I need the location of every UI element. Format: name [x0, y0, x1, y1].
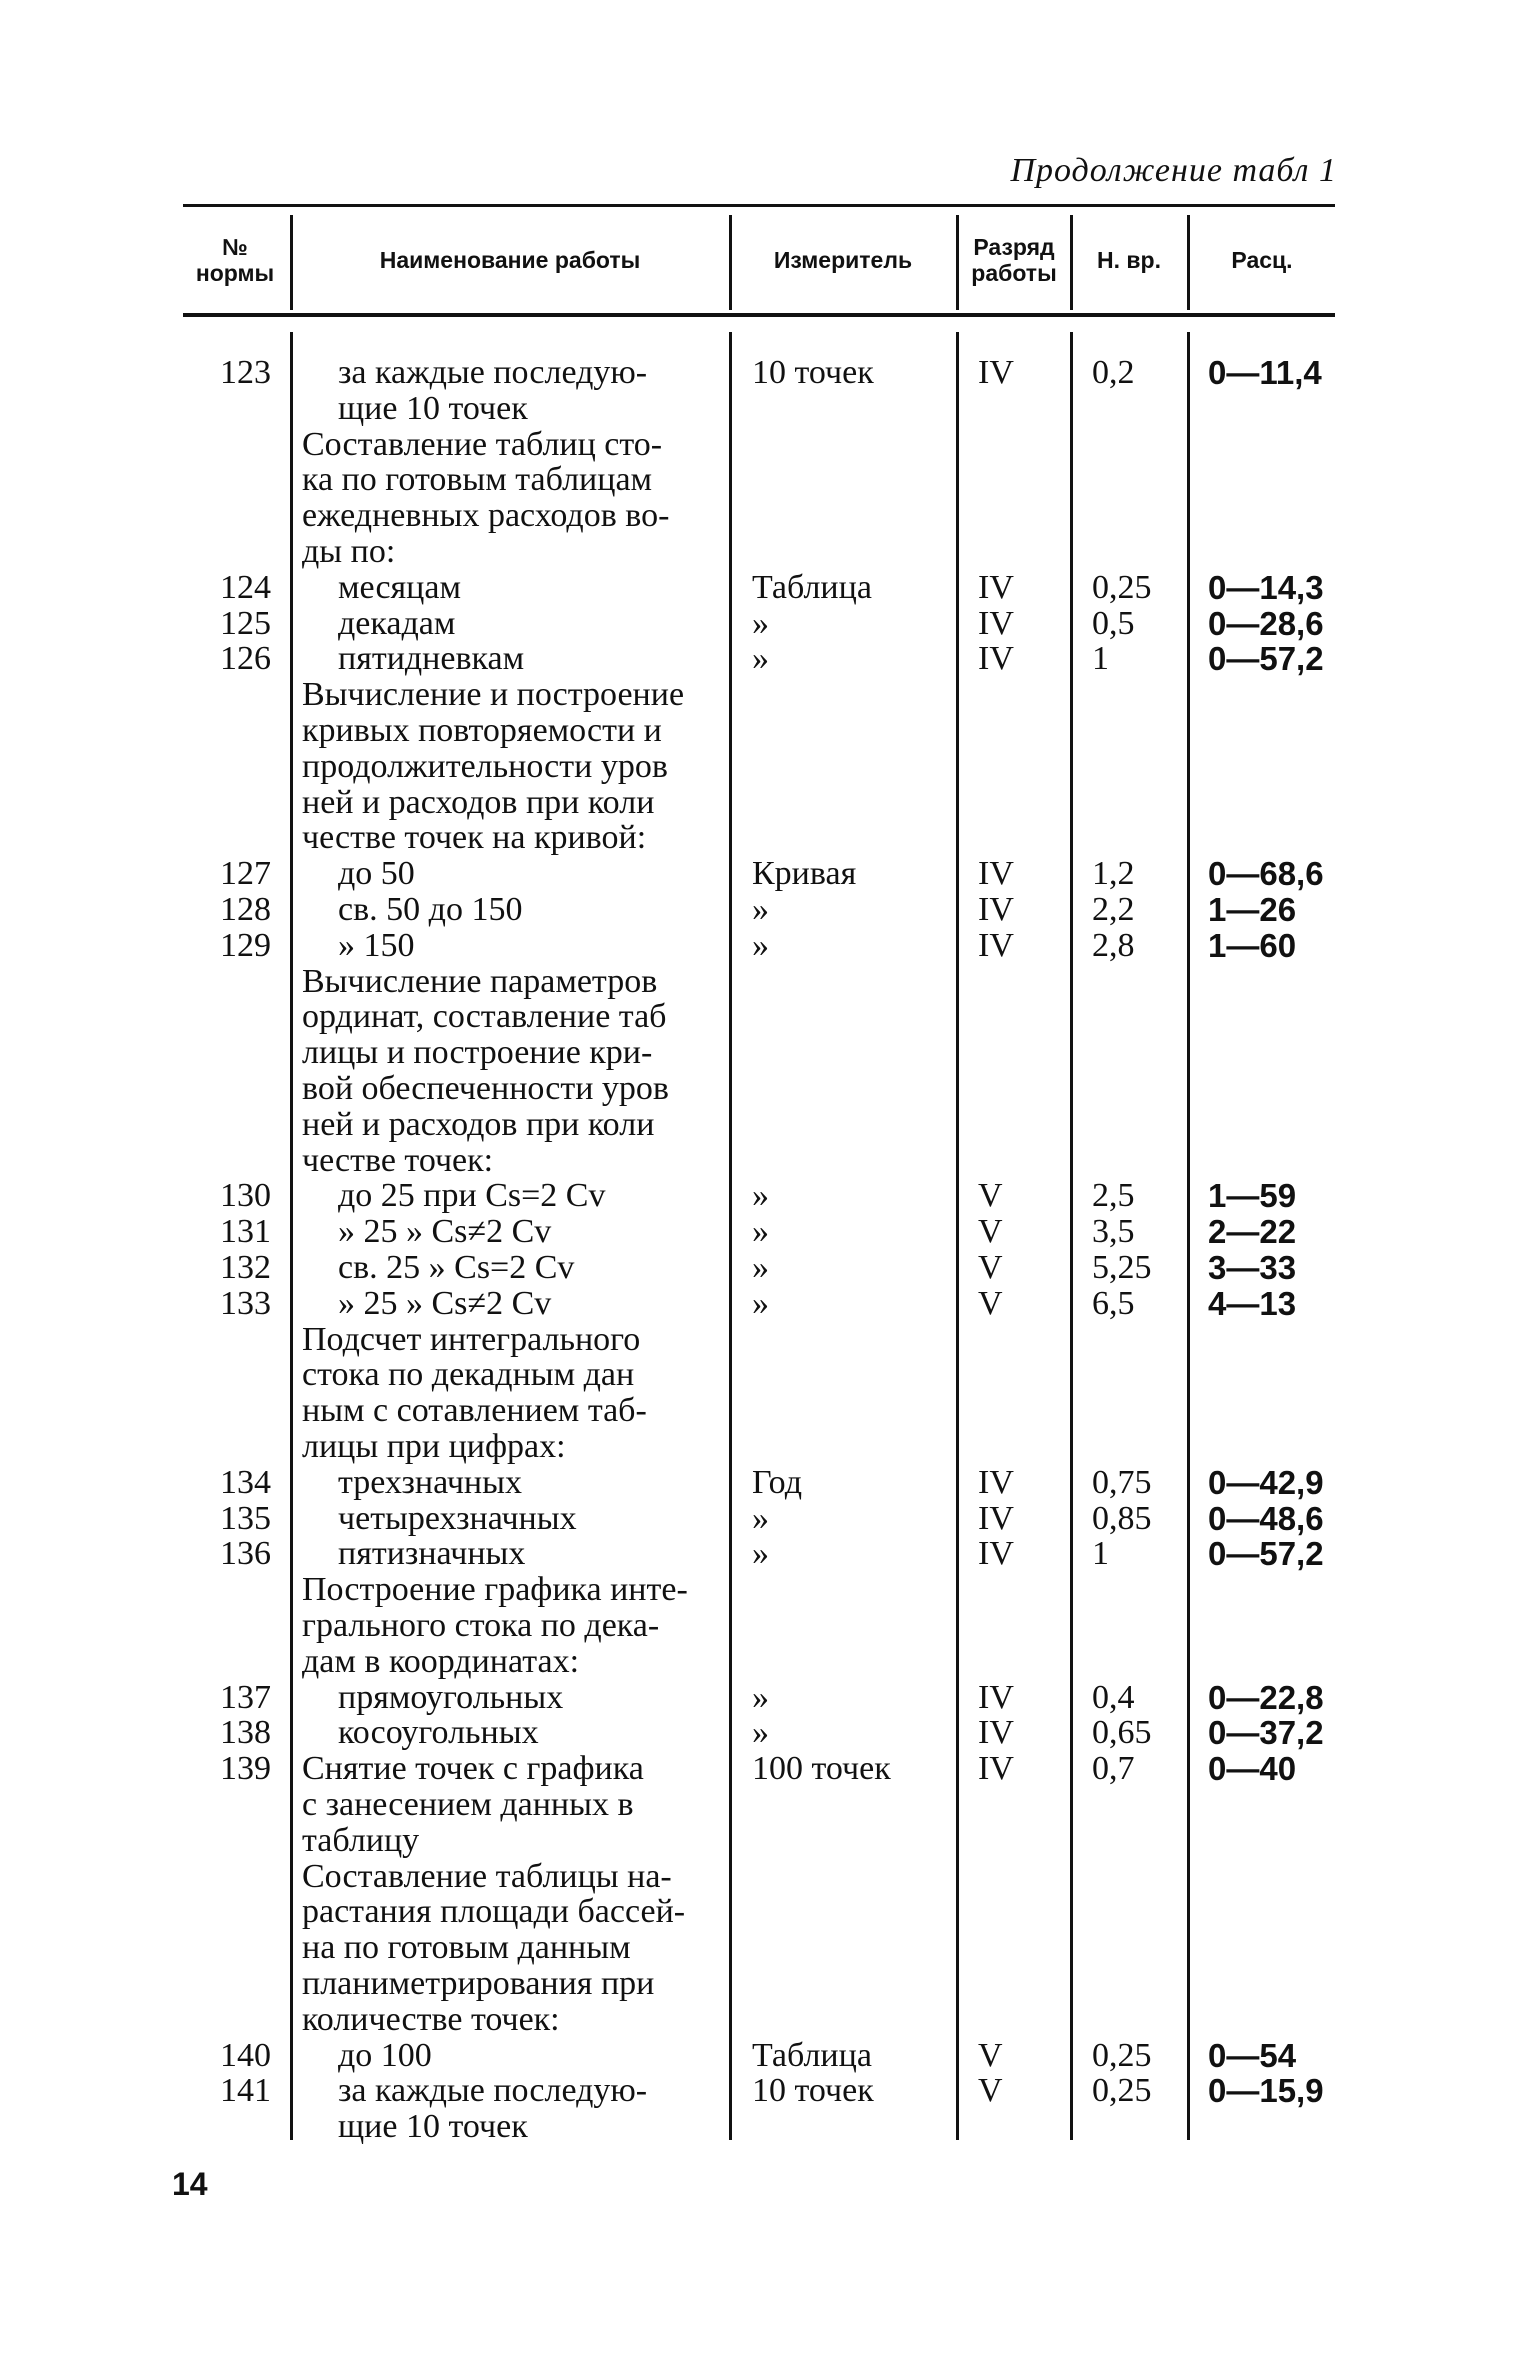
work-description-cell: растания площади бассей- — [302, 1893, 686, 1930]
norm-number-cell: 127 — [220, 855, 271, 892]
unit-cell: » — [752, 891, 769, 928]
rate-cell: 0—68,6 — [1208, 855, 1324, 892]
work-description-cell: » 25 » Cs≠2 Cv — [338, 1213, 552, 1250]
grade-cell: IV — [978, 891, 1014, 928]
unit-cell: 10 точек — [752, 2072, 874, 2109]
time-norm-cell: 1 — [1092, 1535, 1109, 1572]
norm-number-cell: 138 — [220, 1714, 271, 1751]
grade-cell: IV — [978, 1750, 1014, 1787]
work-description-cell: Вычисление и построение — [302, 676, 685, 713]
grade-cell: V — [978, 1285, 1003, 1322]
norm-number-cell: 134 — [220, 1464, 271, 1501]
grade-cell: V — [978, 1177, 1003, 1214]
norm-number-cell: 130 — [220, 1177, 271, 1214]
work-description-cell: лицы и построение кри- — [302, 1034, 653, 1071]
work-description-cell: ежедневных расходов во- — [302, 497, 670, 534]
unit-cell: » — [752, 1714, 769, 1751]
rate-cell: 1—59 — [1208, 1177, 1297, 1214]
grade-cell: V — [978, 2037, 1003, 2074]
header-grade: Разряд работы — [971, 234, 1057, 286]
unit-cell: » — [752, 1177, 769, 1214]
grade-cell: V — [978, 1249, 1003, 1286]
norm-number-cell: 125 — [220, 605, 271, 642]
header-separator — [956, 215, 959, 310]
work-description-cell: пятидневкам — [338, 640, 525, 677]
page-number: 14 — [172, 2166, 208, 2202]
work-description-cell: ды по: — [302, 533, 396, 570]
rate-cell: 1—60 — [1208, 927, 1297, 964]
work-description-cell: месяцам — [338, 569, 461, 606]
work-description-cell: щие 10 точек — [338, 390, 528, 427]
work-description-cell: лицы при цифрах: — [302, 1428, 566, 1465]
unit-cell: » — [752, 605, 769, 642]
rate-cell: 0—40 — [1208, 1750, 1297, 1787]
rate-cell: 0—48,6 — [1208, 1500, 1324, 1537]
norm-number-cell: 141 — [220, 2072, 271, 2109]
work-description-cell: честве точек: — [302, 1142, 494, 1179]
time-norm-cell: 2,5 — [1092, 1177, 1135, 1214]
unit-cell: Таблица — [752, 569, 872, 606]
work-description-cell: декадам — [338, 605, 456, 642]
work-description-cell: с занесением данных в — [302, 1786, 634, 1823]
norm-number-cell: 131 — [220, 1213, 271, 1250]
work-description-cell: вой обеспеченности уров — [302, 1070, 669, 1107]
grade-cell: IV — [978, 1714, 1014, 1751]
work-description-cell: до 50 — [338, 855, 415, 892]
unit-cell: Год — [752, 1464, 802, 1501]
norm-number-cell: 124 — [220, 569, 271, 606]
grade-cell: IV — [978, 605, 1014, 642]
header-rate: Расц. — [1231, 247, 1293, 273]
work-description-cell: Снятие точек с графика — [302, 1750, 644, 1787]
work-description-cell: планиметрирования при — [302, 1965, 655, 2002]
time-norm-cell: 3,5 — [1092, 1213, 1135, 1250]
work-description-cell: Вычисление параметров — [302, 963, 658, 1000]
header-separator — [290, 215, 293, 310]
time-norm-cell: 0,65 — [1092, 1714, 1152, 1751]
rate-cell: 0—11,4 — [1208, 354, 1322, 391]
header-time: Н. вр. — [1097, 247, 1161, 273]
norm-number-cell: 128 — [220, 891, 271, 928]
rate-cell: 0—28,6 — [1208, 605, 1324, 642]
rate-cell: 0—22,8 — [1208, 1679, 1324, 1716]
rate-cell: 0—37,2 — [1208, 1714, 1324, 1751]
norm-number-cell: 129 — [220, 927, 271, 964]
time-norm-cell: 1 — [1092, 640, 1109, 677]
unit-cell: 10 точек — [752, 354, 874, 391]
rate-cell: 0—15,9 — [1208, 2072, 1324, 2109]
work-description-cell: пятизначных — [338, 1535, 526, 1572]
header-separator — [1070, 215, 1073, 310]
grade-cell: V — [978, 1213, 1003, 1250]
norm-number-cell: 135 — [220, 1500, 271, 1537]
work-description-cell: грального стока по дека- — [302, 1607, 660, 1644]
unit-cell: » — [752, 1249, 769, 1286]
grade-cell: IV — [978, 855, 1014, 892]
column-separator — [290, 332, 293, 2140]
rate-cell: 2—22 — [1208, 1213, 1297, 1250]
grade-cell: IV — [978, 1535, 1014, 1572]
header-unit: Измеритель — [773, 247, 913, 273]
work-description-cell: за каждые последую- — [338, 2072, 648, 2109]
work-description-cell: ным с сотавлением таб- — [302, 1392, 647, 1429]
norm-number-cell: 136 — [220, 1535, 271, 1572]
work-description-cell: Составление таблицы на- — [302, 1858, 672, 1895]
work-description-cell: Составление таблиц сто- — [302, 426, 663, 463]
work-description-cell: трехзначных — [338, 1464, 522, 1501]
rate-cell: 0—54 — [1208, 2037, 1297, 2074]
header-separator — [729, 215, 732, 310]
norm-number-cell: 137 — [220, 1679, 271, 1716]
unit-cell: » — [752, 1679, 769, 1716]
work-description-cell: за каждые последую- — [338, 354, 648, 391]
work-description-cell: » 25 » Cs≠2 Cv — [338, 1285, 552, 1322]
unit-cell: » — [752, 1535, 769, 1572]
unit-cell: » — [752, 1213, 769, 1250]
unit-cell: » — [752, 640, 769, 677]
table-top-rule — [183, 204, 1335, 207]
rate-cell: 0—57,2 — [1208, 640, 1324, 677]
norm-number-cell: 132 — [220, 1249, 271, 1286]
header-separator — [1187, 215, 1190, 310]
work-description-cell: св. 50 до 150 — [338, 891, 523, 928]
work-description-cell: Подсчет интегрального — [302, 1321, 641, 1358]
time-norm-cell: 0,2 — [1092, 354, 1135, 391]
work-description-cell: кривых повторяемости и — [302, 712, 662, 749]
column-separator — [1070, 332, 1073, 2140]
work-description-cell: щие 10 точек — [338, 2108, 528, 2145]
work-description-cell: четырехзначных — [338, 1500, 577, 1537]
work-description-cell: дам в координатах: — [302, 1643, 580, 1680]
work-description-cell: честве точек на кривой: — [302, 819, 647, 856]
column-separator — [956, 332, 959, 2140]
rate-cell: 0—42,9 — [1208, 1464, 1324, 1501]
work-description-cell: Построение графика инте- — [302, 1571, 688, 1608]
time-norm-cell: 0,25 — [1092, 2037, 1152, 2074]
time-norm-cell: 0,85 — [1092, 1500, 1152, 1537]
rate-cell: 0—57,2 — [1208, 1535, 1324, 1572]
time-norm-cell: 0,4 — [1092, 1679, 1135, 1716]
norm-number-cell: 123 — [220, 354, 271, 391]
grade-cell: IV — [978, 569, 1014, 606]
grade-cell: IV — [978, 1464, 1014, 1501]
time-norm-cell: 0,25 — [1092, 2072, 1152, 2109]
norm-number-cell: 133 — [220, 1285, 271, 1322]
time-norm-cell: 0,7 — [1092, 1750, 1135, 1787]
column-separator — [1187, 332, 1190, 2140]
work-description-cell: косоугольных — [338, 1714, 539, 1751]
unit-cell: » — [752, 927, 769, 964]
work-description-cell: ординат, составление таб — [302, 998, 667, 1035]
header-work-name: Наименование работы — [379, 247, 641, 273]
norm-number-cell: 139 — [220, 1750, 271, 1787]
rate-cell: 0—14,3 — [1208, 569, 1324, 606]
rate-cell: 3—33 — [1208, 1249, 1297, 1286]
norm-number-cell: 140 — [220, 2037, 271, 2074]
work-description-cell: » 150 — [338, 927, 415, 964]
rate-cell: 4—13 — [1208, 1285, 1297, 1322]
rate-cell: 1—26 — [1208, 891, 1297, 928]
time-norm-cell: 0,25 — [1092, 569, 1152, 606]
work-description-cell: до 100 — [338, 2037, 432, 2074]
work-description-cell: количестве точек: — [302, 2001, 560, 2038]
grade-cell: IV — [978, 640, 1014, 677]
time-norm-cell: 2,8 — [1092, 927, 1135, 964]
unit-cell: » — [752, 1285, 769, 1322]
work-description-cell: св. 25 » Cs=2 Cv — [338, 1249, 575, 1286]
unit-cell: Таблица — [752, 2037, 872, 2074]
grade-cell: IV — [978, 1679, 1014, 1716]
time-norm-cell: 0,75 — [1092, 1464, 1152, 1501]
grade-cell: V — [978, 2072, 1003, 2109]
work-description-cell: на по готовым данным — [302, 1929, 631, 1966]
work-description-cell: продолжительности уров — [302, 748, 668, 785]
grade-cell: IV — [978, 927, 1014, 964]
time-norm-cell: 5,25 — [1092, 1249, 1152, 1286]
work-description-cell: до 25 при Cs=2 Cv — [338, 1177, 606, 1214]
table-header-rule — [183, 313, 1335, 317]
time-norm-cell: 0,5 — [1092, 605, 1135, 642]
work-description-cell: ка по готовым таблицам — [302, 461, 653, 498]
grade-cell: IV — [978, 354, 1014, 391]
work-description-cell: таблицу — [302, 1822, 420, 1859]
header-norm-no: № нормы — [195, 234, 275, 286]
unit-cell: » — [752, 1500, 769, 1537]
table-caption: Продолжение табл 1 — [1010, 152, 1337, 189]
time-norm-cell: 2,2 — [1092, 891, 1135, 928]
time-norm-cell: 1,2 — [1092, 855, 1135, 892]
work-description-cell: прямоугольных — [338, 1679, 564, 1716]
work-description-cell: ней и расходов при коли — [302, 784, 655, 821]
norm-number-cell: 126 — [220, 640, 271, 677]
unit-cell: 100 точек — [752, 1750, 891, 1787]
grade-cell: IV — [978, 1500, 1014, 1537]
work-description-cell: стока по декадным дан — [302, 1356, 635, 1393]
work-description-cell: ней и расходов при коли — [302, 1106, 655, 1143]
time-norm-cell: 6,5 — [1092, 1285, 1135, 1322]
unit-cell: Кривая — [752, 855, 857, 892]
